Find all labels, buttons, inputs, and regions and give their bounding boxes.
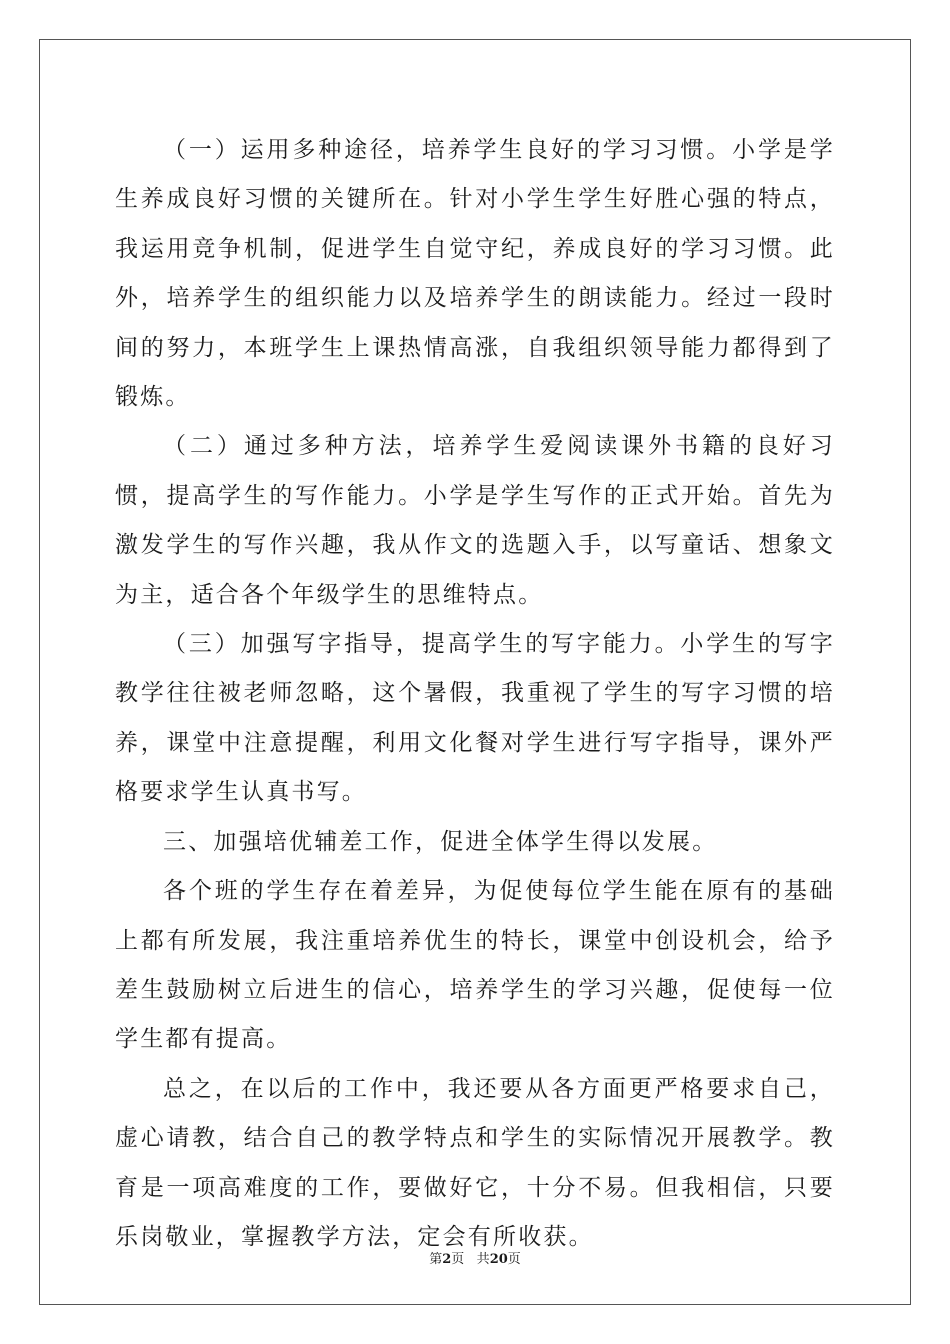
document-body <box>115 126 835 1262</box>
paragraph-differences: 各个班的学生存在着差异，为促使每位学生能在原有的基础上都有所发展，我注重培养优生的特长，课堂中创设机会，给予差生鼓励树立后进生的信心，培养学生的学习兴趣，促使每一位学生都有提高。 <box>115 878 835 1053</box>
paragraph-habits: （一）运用多种途径，培养学生良好的学习习惯。小学是学生养成良好习惯的关键所在。针对小学生学生好胜心强的特点，我运用竞争机制，促进学生自觉守纪，养成良好的学习习惯。此外，培养学生的组织能力以及培养学生的朗读能力。经过一段时间的努力，本班学生上课热情高涨，自我组织领导能力都得到了锻炼。 <box>115 137 835 411</box>
page-footer <box>0 1248 950 1267</box>
total-pages: 20 <box>489 1252 508 1267</box>
paragraph-writing: （三）加强写字指导，提高学生的写字能力。小学生的写字教学往往被老师忽略，这个暑假，我重视了学生的写字习惯的培养，课堂中注意提醒，利用文化餐对学生进行写字指导，课外严格要求学生认真书写。 <box>115 631 835 806</box>
paragraph-reading: （二）通过多种方法，培养学生爱阅读课外书籍的良好习惯，提高学生的写作能力。小学是学生写作的正式开始。首先为激发学生的写作兴趣，我从作文的选题入手，以写童话、想象文为主，适合各个年级学生的思维特点。 <box>115 433 835 608</box>
section-heading-three: 三、加强培优辅差工作，促进全体学生得以发展。 <box>163 828 718 855</box>
paragraph-conclusion: 总之，在以后的工作中，我还要从各方面更严格要求自己，虚心请教，结合自己的教学特点和学生的实际情况开展教学。教育是一项高难度的工作，要做好它，十分不易。但我相信，只要乐岗敬业，掌握教学方法，定会有所收获。 <box>115 1075 835 1250</box>
page-number: 2 <box>442 1252 452 1267</box>
total-suffix: 页 <box>507 1252 521 1267</box>
total-prefix: 共 <box>476 1252 490 1267</box>
page-prefix: 第 <box>429 1252 443 1267</box>
page-suffix: 页 <box>451 1252 465 1267</box>
